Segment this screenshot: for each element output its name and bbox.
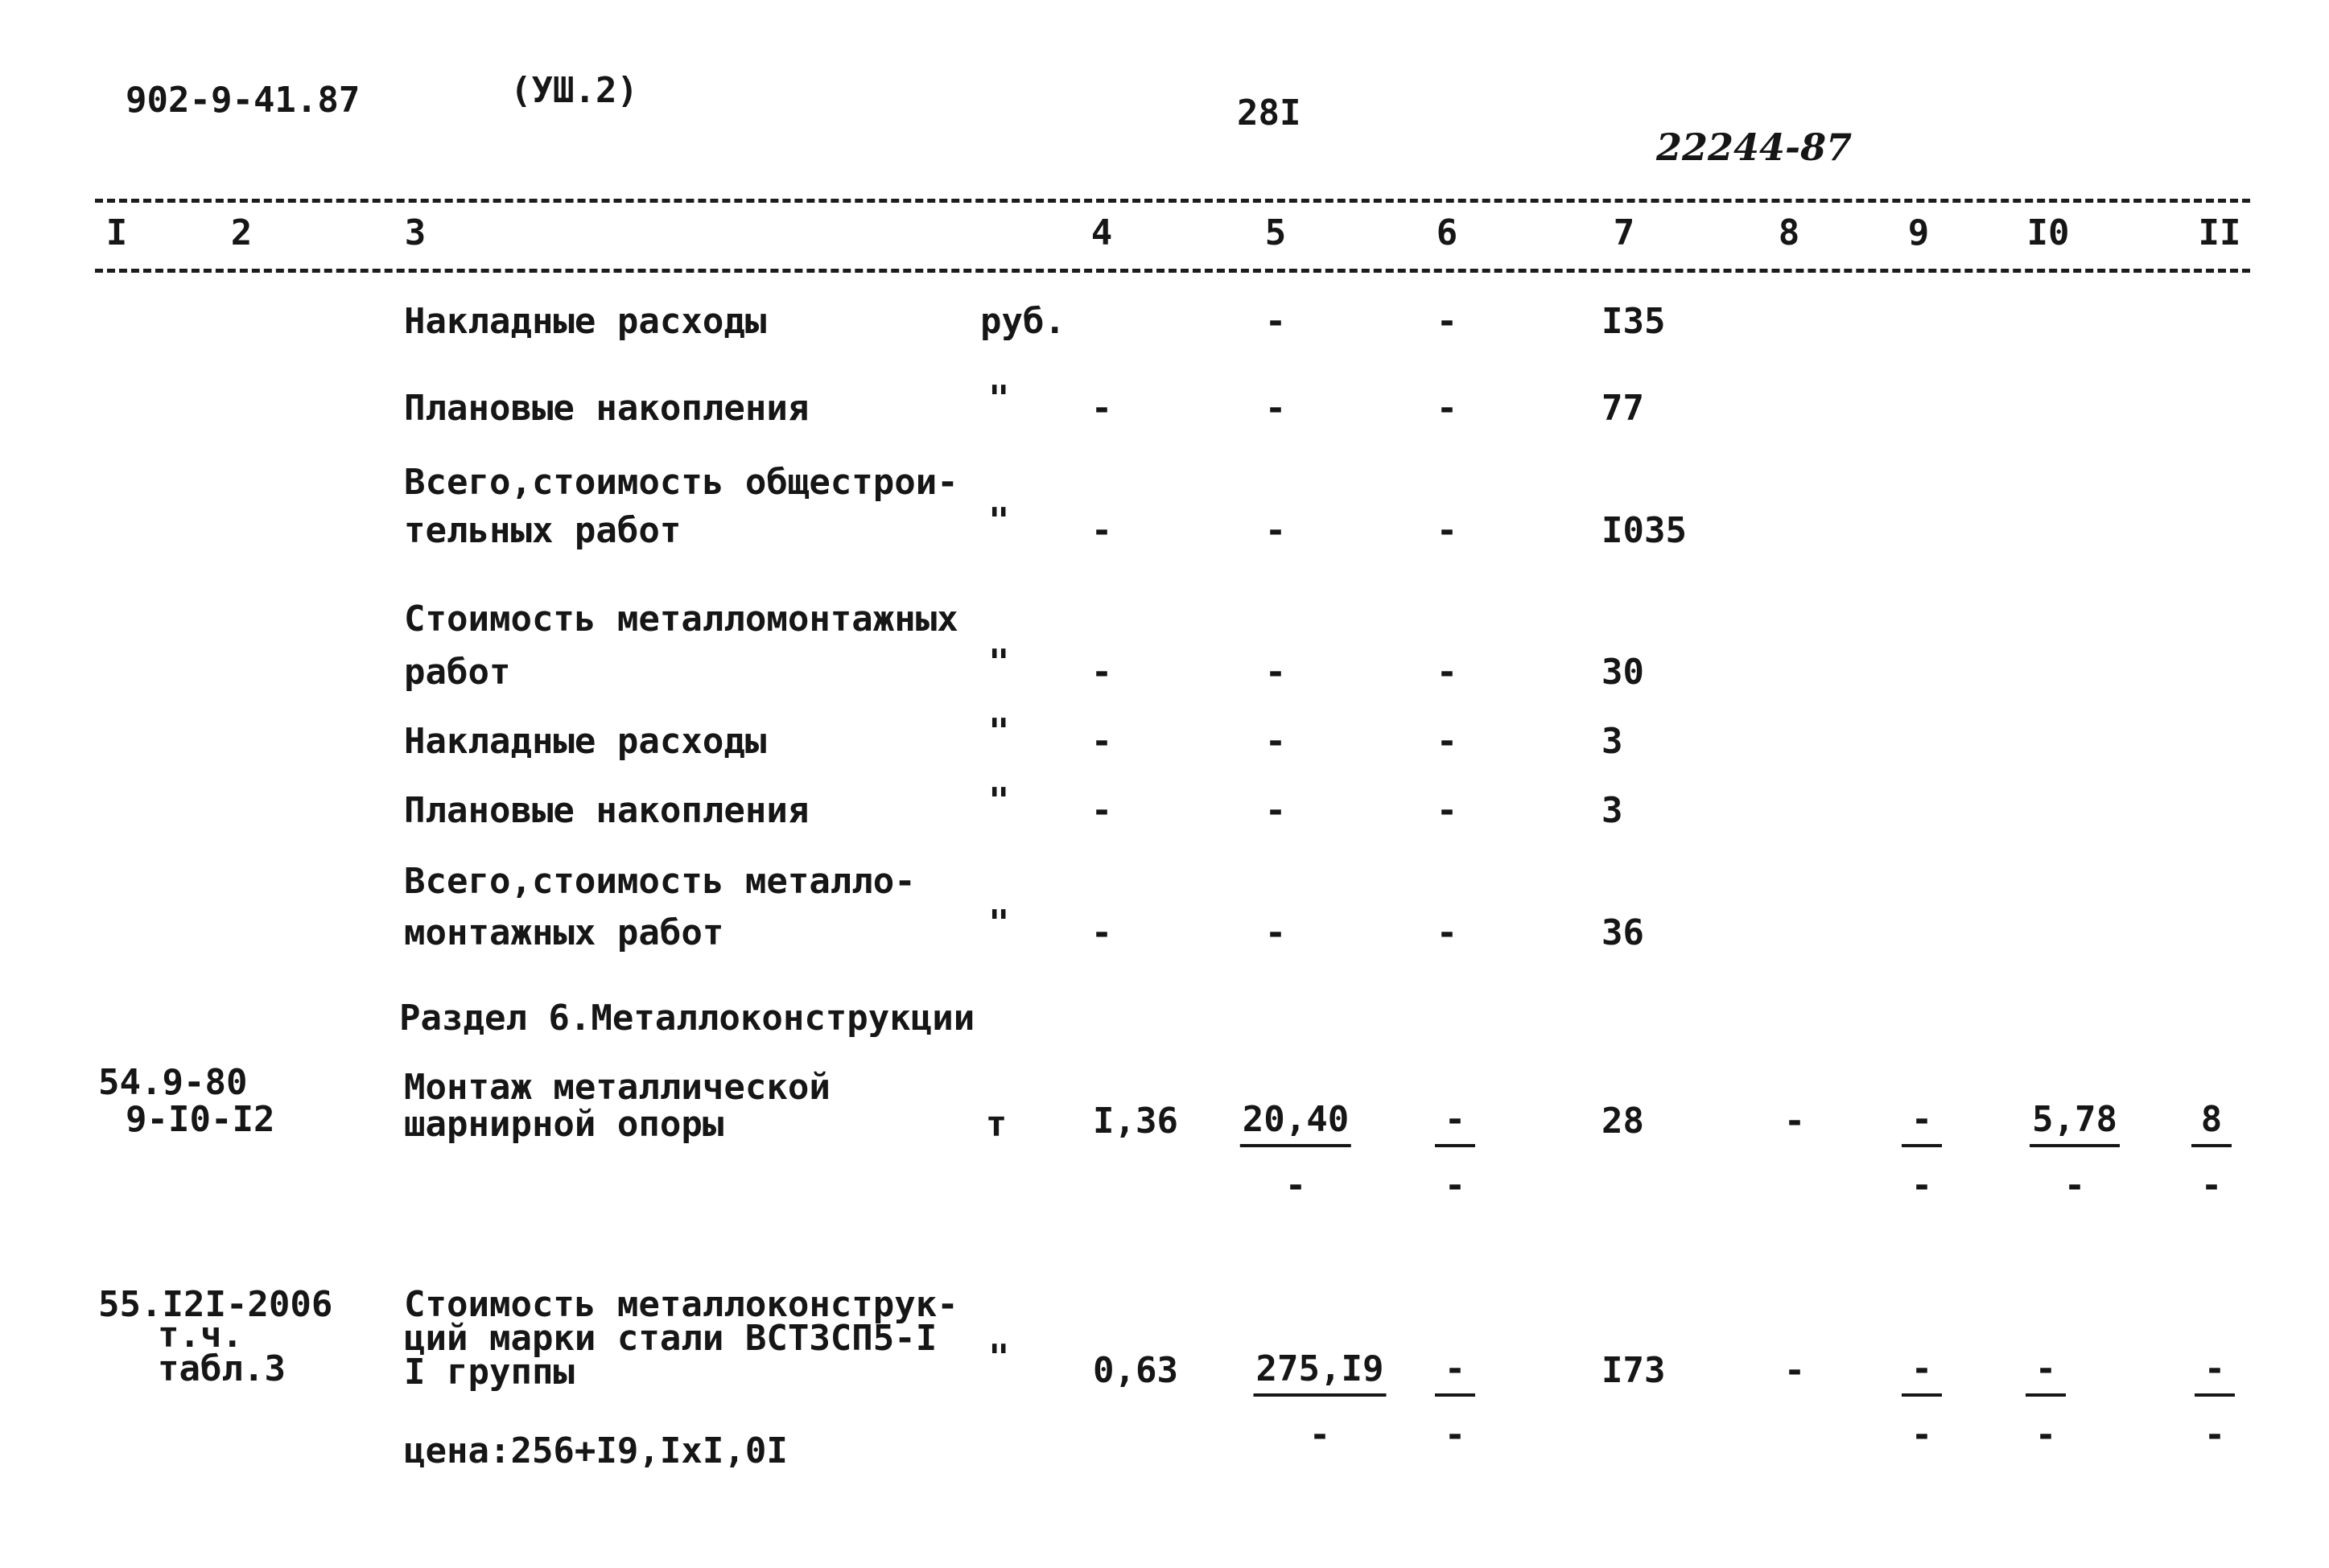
row-unit: " — [988, 500, 1010, 541]
row-col6: - — [1436, 652, 1458, 693]
fraction-numerator: 275,I9 — [1254, 1352, 1387, 1397]
row-col6: - — [1436, 388, 1458, 429]
fraction-numerator: - — [1435, 1102, 1475, 1147]
item-description-line3: I группы — [404, 1352, 575, 1393]
row-col5: - — [1264, 652, 1287, 693]
header-rule-bottom — [95, 269, 2250, 273]
row-col4: - — [1090, 912, 1113, 953]
column-header-5: 5 — [1264, 212, 1287, 253]
item-number: 55.I2I-2006 — [98, 1284, 333, 1325]
column-header-11: II — [2198, 212, 2241, 253]
fraction-numerator: - — [2026, 1352, 2066, 1397]
header-rule-top — [95, 199, 2250, 203]
fraction-denominator: - — [2203, 1414, 2226, 1455]
row-col6: - — [1436, 790, 1458, 831]
row-description-line1: Всего,стоимость металло- — [404, 861, 916, 902]
column-header-8: 8 — [1778, 212, 1800, 253]
item-col7: 28 — [1601, 1101, 1644, 1142]
item-col10-fraction — [2030, 1099, 2120, 1206]
fraction-denominator: - — [1309, 1414, 1331, 1455]
fraction-denominator: - — [1911, 1414, 1933, 1455]
item-col9-fraction — [1902, 1348, 1942, 1455]
row-col7: I35 — [1601, 301, 1666, 342]
item-col11-fraction — [2195, 1348, 2235, 1455]
row-col5: - — [1264, 721, 1287, 762]
row-col6: - — [1436, 721, 1458, 762]
row-col5: - — [1264, 388, 1287, 429]
row-col6: - — [1436, 301, 1458, 342]
item-description-line1: Монтаж металлической — [404, 1067, 831, 1108]
column-header-9: 9 — [1907, 212, 1930, 253]
row-description-line2: работ — [404, 652, 511, 693]
item-unit: " — [988, 1337, 1010, 1378]
row-col4: - — [1090, 510, 1113, 551]
row-unit: " — [988, 780, 1010, 821]
row-description-line2: тельных работ — [404, 510, 682, 551]
row-description: Накладные расходы — [404, 721, 767, 762]
row-unit: " — [988, 711, 1010, 752]
item-code: 9-I0-I2 — [126, 1099, 275, 1140]
item-col6-fraction — [1435, 1099, 1475, 1206]
column-header-3: 3 — [404, 212, 427, 253]
column-header-10: I0 — [2026, 212, 2070, 253]
fraction-denominator: - — [2034, 1414, 2057, 1455]
fraction-denominator: - — [1284, 1165, 1307, 1206]
section-heading: Раздел 6.Металлоконструкции — [399, 998, 975, 1039]
column-header-6: 6 — [1436, 212, 1458, 253]
item-price-note: цена:256+I9,IxI,0I — [404, 1430, 788, 1471]
row-description: Плановые накопления — [404, 790, 810, 831]
row-col5: - — [1264, 790, 1287, 831]
row-col4: - — [1090, 790, 1113, 831]
row-col6: - — [1436, 510, 1458, 551]
row-col5: - — [1264, 301, 1287, 342]
item-reference: т.ч. — [158, 1315, 243, 1356]
fraction-denominator: - — [1444, 1165, 1466, 1206]
row-description: Накладные расходы — [404, 301, 767, 342]
fraction-numerator: 20,40 — [1240, 1102, 1351, 1147]
section-marker: (УШ.2) — [510, 70, 638, 111]
row-description-line2: монтажных работ — [404, 912, 724, 953]
item-reference-table: табл.3 — [158, 1348, 286, 1389]
item-col8: - — [1783, 1101, 1806, 1142]
item-col7: I73 — [1601, 1350, 1666, 1391]
row-unit: " — [988, 903, 1010, 944]
row-col4: - — [1090, 652, 1113, 693]
fraction-numerator: - — [1902, 1352, 1942, 1397]
column-header-4: 4 — [1090, 212, 1113, 253]
item-col5-fraction — [1240, 1099, 1351, 1206]
column-header-1: I — [105, 212, 128, 253]
handwritten-stamp: 22244-87 — [1656, 126, 1853, 169]
item-description-line2: ций марки стали ВСТ3СП5-I — [404, 1318, 938, 1359]
fraction-denominator: - — [2063, 1165, 2086, 1206]
fraction-numerator: - — [2195, 1352, 2235, 1397]
row-col7: 36 — [1601, 912, 1644, 953]
row-unit: руб. — [980, 301, 1066, 342]
item-number: 54.9-80 — [98, 1062, 248, 1103]
row-unit: " — [988, 642, 1010, 683]
row-col7: 30 — [1601, 652, 1644, 693]
column-header-7: 7 — [1613, 212, 1635, 253]
item-description-line2: шарнирной опоры — [404, 1104, 724, 1145]
item-quantity: I,36 — [1093, 1101, 1178, 1142]
fraction-numerator: - — [1435, 1352, 1475, 1397]
item-quantity: 0,63 — [1093, 1350, 1178, 1391]
row-col7: 3 — [1601, 721, 1623, 762]
item-description-line1: Стоимость металлоконструк- — [404, 1284, 958, 1325]
fraction-denominator: - — [1444, 1414, 1466, 1455]
row-unit: " — [988, 378, 1010, 419]
fraction-denominator: - — [1911, 1165, 1933, 1206]
fraction-numerator: 8 — [2191, 1102, 2232, 1147]
item-col8: - — [1783, 1350, 1806, 1391]
row-col4: - — [1090, 721, 1113, 762]
row-col5: - — [1264, 510, 1287, 551]
item-col10-fraction — [2026, 1348, 2066, 1455]
row-col7: 77 — [1601, 388, 1644, 429]
page-number: 28I — [1237, 93, 1301, 134]
fraction-numerator: 5,78 — [2030, 1102, 2120, 1147]
item-col6-fraction — [1435, 1348, 1475, 1455]
row-description: Плановые накопления — [404, 388, 810, 429]
row-col6: - — [1436, 912, 1458, 953]
column-header-2: 2 — [230, 212, 253, 253]
row-description-line1: Всего,стоимость общестрои- — [404, 462, 958, 503]
fraction-numerator: - — [1902, 1102, 1942, 1147]
row-description-line1: Стоимость металломонтажных — [404, 599, 958, 640]
item-col9-fraction — [1902, 1099, 1942, 1206]
item-col5-fraction — [1254, 1348, 1387, 1455]
document-code: 902-9-41.87 — [126, 80, 361, 121]
row-col7: I035 — [1601, 510, 1687, 551]
row-col4: - — [1090, 388, 1113, 429]
row-col7: 3 — [1601, 790, 1623, 831]
fraction-denominator: - — [2200, 1165, 2223, 1206]
item-col11-fraction — [2191, 1099, 2232, 1206]
item-unit: т — [985, 1104, 1008, 1145]
row-col5: - — [1264, 912, 1287, 953]
